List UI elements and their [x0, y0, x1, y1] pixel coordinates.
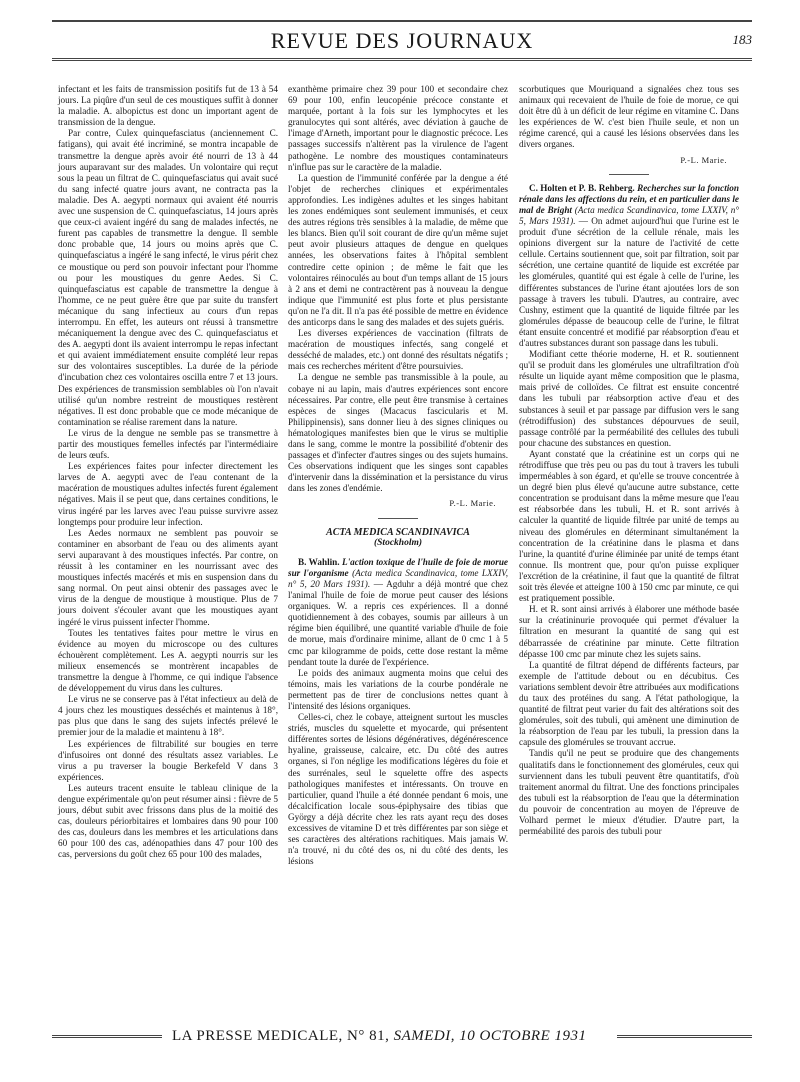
- paragraph: Tandis qu'il ne peut se produire que des changements qualitatifs dans le fonctionnement des glomérules, ceux qui surviennent dans les tubuli peuvent être quantitatifs, d'où traitement anormal du filtrat. Une des fonctions principales des tubuli est la réabsorption de l'eau que la détermination du pouvoir de concentration au moyen de l'épreuve de Volhard permet le mieux d'étudier. D'autre part, la perméabilité des parois des tubuli pour: [519, 748, 739, 837]
- paragraph: La question de l'immunité conférée par la dengue a été l'objet de recherches cliniques et expérimentales approfondies. Les indigènes adultes et les singes habitant les zones endémiques sont seulement immunisés, et ceux des autres régions très sensibles à la maladie, de même que les blancs. Bien qu'il soit courant de dire qu'un même sujet peut avoir plusieurs attaques de dengue en quelques années, les observations faites à l'hôpital semblent contredire cette opinion ; de même le fait que les volontaires réinoculés au bout d'un temps allant de 15 jours à 2 ans et demi ne contractèrent pas à nouveau la dengue indique que l'immunité est plus forte et plus persistante qu'on ne l'a dit. Il n'a pas été possible de mettre en évidence des anticorps dans le sang des malades et des sujets guéris.: [288, 172, 508, 327]
- page-footer: [52, 1028, 752, 1052]
- header-rule-top: [52, 20, 752, 24]
- running-title: REVUE DES JOURNAUX: [270, 28, 534, 53]
- paragraph: Le virus de la dengue ne semble pas se transmettre à partir des moustiques femelles infectés par l'intermédiaire de leurs œufs.: [58, 427, 278, 461]
- page-number: 183: [732, 32, 752, 47]
- header-rule-bottom: [52, 58, 752, 61]
- article-paragraph: [519, 183, 739, 349]
- journal-city: (Stockholm): [373, 537, 423, 548]
- paragraph: Les diverses expériences de vaccination (filtrats de macération de moustiques infectés, sang congelé et desséché de malades, etc.) ont donné des résultats négatifs ; mais ces recherches méritent d'être poursuivies.: [288, 328, 508, 372]
- paragraph: Les Aedes normaux ne semblent pas pouvoir se contaminer en absorbant de l'eau ou des aliments ayant servi auparavant à des moustiques infectés. Par contre, on réussit à les contaminer en les nourrissant avec des moustiques infectés macérés et mis en suspension dans du sang normal. On peut ainsi obtenir des passages avec le virus de la dengue de moustique à moustique. Plus de 7 jours doivent s'écouler avant que les moustiques ayant ingéré le virus puissent infecter l'homme.: [58, 527, 278, 627]
- article-body: — On admet aujourd'hui que l'urine est le produit d'une sécrétion de la cellule rénale, mais les opinions divergent sur la nature de l'activité de cette cellule. Certains soutiennent que, soit par filtration, soit par sécrétion, une certaine quantité de liquide est excrétée par les glomérules, quantité qui est égale à celle de l'urine, les différentes substances de l'urine étant ajoutées lors de son passage à travers les tubuli. D'autres, au contraire, avec Cushny, estiment que la quantité de liquide filtrée par les glomérules dépasse de beaucoup celle de l'urine, le filtrat étant ensuite concentré et modifié par réabsorption d'eau et d'autres substances durant son passage dans les tubuli.: [519, 215, 739, 348]
- article-author: B. Wahlin.: [298, 556, 340, 567]
- footer-imprint: [172, 1028, 587, 1045]
- page-header: [52, 18, 752, 64]
- paragraph: Toutes les tentatives faites pour mettre le virus en évidence au moyen du microscope ou des cultures échouèrent complètement. Les A. aegypti nourris sur les milieux ensemencés se montrèrent incapables de transmettre la dengue à l'homme, ce qui indique l'absence de développement du virus dans les cultures.: [58, 627, 278, 694]
- paragraph: scorbutiques que Mouriquand a signalées chez tous ses animaux qui recevaient de l'huile de foie de morue, ce qui doit être dû à un déficit de leur régime en vitamine C. Dans les expériences de W. c'est bien l'huile seule, et non un régime carencé, qui a causé les lésions observées dans les divers organes.: [519, 84, 739, 150]
- article-reference: (Acta medica Scandinavica, tome LXXIV, n° 5, Mars 1931).: [519, 204, 740, 226]
- paragraph: infectant et les faits de transmission positifs fut de 13 à 54 jours. La piqûre d'un seul de ces moustiques suffit à donner la maladie. A. albopictus est donc un important agent de transmission de la dengue.: [58, 84, 278, 128]
- column-left: [58, 84, 278, 861]
- paragraph: Les expériences faites pour infecter directement les larves de A. aegypti avec de l'eau contenant de la macération de moustiques adultes infectés furent également négatives. Mais il se peut que, dans certaines conditions, le virus ingéré par les larves avec l'eau puisse survivre assez longtemps pour produire leur infection.: [58, 461, 278, 527]
- section-divider: [609, 174, 649, 175]
- footer-rule-right: [617, 1035, 752, 1038]
- article-title: Recherches sur la fonction rénale dans les affections du rein, et en particulier dans le mal de Bright: [519, 182, 740, 215]
- article-author: C. Holten et P. B. Rehberg.: [529, 182, 635, 193]
- paragraph: Celles-ci, chez le cobaye, atteignent surtout les muscles striés, muscles du squelette et myocarde, qui présentent différentes sortes de lésions dégénératives, dégénérescence hyaline, graisseuse, calcaire, etc. Du côté des autres organes, si l'on néglige les modifications légères du foie et des surrénales, seul le squelette offre des aspects pathologiques manifestes et intéressants. On trouve en particulier, quand l'huile a été donnée pendant 6 mois, une décalcification locale sous-épiphysaire des tibias que György a déjà décrite chez les rats ayant reçu des doses excessives de vitamine D et très différentes par son siège et ses caractères des altérations rachitiques. Mais jamais W. n'a trouvé, ni du côté des os, ni du côté des dents, les lésions: [288, 712, 508, 867]
- article-reference: (Acta medica Scandinavica, tome LXXIV, n° 5, 20 Mars 1931).: [288, 567, 508, 589]
- article-paragraph: [288, 557, 508, 668]
- footer-date: SAMEDI, 10 OCTOBRE 1931: [393, 1028, 587, 1044]
- paragraph: La dengue ne semble pas transmissible à la poule, au cobaye ni au lapin, mais d'autres expériences sont encore nécessaires. Par contre, elle peut être transmise à certaines espèces de singes (Macacus fascicularis et M. Philippinensis), sans donner lieu à des signes cliniques ou hématologiques manifestes bien que le virus se multiplie dans le sang, comme le montre la possibilité d'obtenir des passages et d'infecter d'autres singes ou des sujets humains. Ces observations indiquent que les singes sont capables d'intervenir dans la dissémination et la persistance du virus dans les zones d'endémie.: [288, 372, 508, 494]
- footer-journal: LA PRESSE MEDICALE, N° 81,: [172, 1028, 394, 1044]
- journal-heading: ACTA MEDICA SCANDINAVICA: [326, 526, 470, 538]
- paragraph: exanthème primaire chez 39 pour 100 et secondaire chez 69 pour 100, enfin leucopénie précoce constante et marquée, portant à la fois sur les lymphocytes et les granulocytes qui sont altérés, avec déviation à gauche de l'image d'Arneth, important pour le diagnostic précoce. Les passages successifs n'altèrent pas la virulence de l'agent pathogène. Le nombre des moustiques contaminateurs n'influe pas sur le caractère de la maladie.: [288, 84, 508, 172]
- section-divider: [378, 518, 418, 519]
- author-signature: P.-L. Marie.: [680, 154, 727, 165]
- paragraph: Le virus ne se conserve pas à l'état infectieux au delà de 4 jours chez les moustiques desséchés et maintenus à 18°, pas plus que dans le sang des sujets infectés prélevé le premier jour de la maladie et maintenu à 18°.: [58, 694, 278, 738]
- column-middle: [288, 84, 508, 867]
- paragraph: H. et R. sont ainsi arrivés à élaborer une méthode basée sur la créatininurie provoquée qui permet d'évaluer la filtration en mesurant la quantité de sang qui est débarrassée de créatinine par minute. Cette filtration dépasse 100 cmc par minute chez les sujets sains.: [519, 604, 739, 659]
- footer-rule-left: [52, 1035, 162, 1038]
- author-signature: P.-L. Marie.: [449, 498, 496, 509]
- paragraph: Les expériences de filtrabilité sur bougies en terre d'infusoires ont donné des résultats assez variables. Le virus a pu traverser la bougie Berkefeld V dans 3 expériences.: [58, 738, 278, 782]
- column-right: [519, 84, 739, 837]
- paragraph: Le poids des animaux augmenta moins que celui des témoins, mais les variations de la courbe pondérale ne permettent pas de tirer de conclusions nettes quant à l'intensité des lésions organiques.: [288, 667, 508, 711]
- article-body: — Agduhr a déjà montré que chez l'animal l'huile de foie de morue peut causer des lésions organiques. W. a repris ces expériences. Il a donné quotidiennement à des cobayes, soumis par ailleurs à un régime bien équilibré, une quantité variable d'huile de foie de morue, mais d'ordinaire minime, allant de 0 cmc 1 à 5 cmc par kilogramme de poids, cette dose restant la même pendant toute la durée de l'expérience.: [288, 578, 509, 667]
- paragraph: Les auteurs tracent ensuite le tableau clinique de la dengue expérimentale qu'on peut résumer ainsi : fièvre de 5 jours, début subit avec frissons dans plus de la moitié des cas, douleurs périorbitaires et lombaires dans 90 pour 100 des cas, douleurs dans les membres et les articulations dans 60 pour 100 des cas, adénopathies dans 47 pour 100 des cas, perversions du goût chez 65 pour 100 des malades,: [58, 782, 278, 860]
- article-title: L'action toxique de l'huile de foie de morue sur l'organisme: [288, 556, 509, 578]
- paragraph: Par contre, Culex quinquefasciatus (anciennement C. fatigans), qui avait été incriminé, se montra incapable de transmettre la dengue après avoir été nourri de 13 à 44 jours auparavant sur des malades. Un volontaire qui reçut sous la peau un filtrat de C. quinquefasciatus qui avait sucé du sang infecté quatre jours avant, ne contracta pas la maladie. Des A. aegypti normaux qui avaient été nourris avec une suspension de C. quinquefasciatus, 14 jours après que ceux-ci avaient ingéré du sang de malades infectés, ne furent pas capables de transmettre la dengue. Il semble donc probable que, 14 jours ou moins après que C. quinquefasciatus a ingéré le sang infecté, le virus périt chez ce moustique ou perd son pouvoir infectant pour l'homme ou pour les moustiques du genre Aedes. Si C. quinquefasciatus est capable de transmettre la dengue à l'homme, ce ne peut guère être que par suite du transfert mécanique du sang infectieux au cours d'un repas interrompu. En effet, les auteurs ont réussi à transmettre mécaniquement la dengue avec des C. quinquefasciatus et des A. aegypti dont ils avaient interrompu le repas infectant et qui avaient immédiatement ensuite complété leur repas sur des volontaires susceptibles. La durée de la période d'incubation chez ces volontaires oscilla entre 7 et 13 jours. Des expériences de transmission semblables où l'on n'avait utilisé qu'un nombre restreint de moustiques restèrent négatives. Il est donc probable que ce mode mécanique de contamination se réalise rarement dans la nature.: [58, 128, 278, 427]
- paragraph: La quantité de filtrat dépend de différents facteurs, par exemple de l'attitude debout ou en décubitus. Ces variations semblent devoir être attribuées aux modifications du taux des protéines du sang. A l'état pathologique, la quantité de filtrat peut varier du fait des altérations soit des glomérules, soit des tubuli, qui amènent une diminution de la réabsorption de l'eau par les tubuli, la pression dans la capsule des glomérules se trouvant accrue.: [519, 659, 739, 748]
- paragraph: Modifiant cette théorie moderne, H. et R. soutiennent qu'il se produit dans les glomérules une ultrafiltration d'où résulte un liquide ayant même composition que le plasma, mais privé de colloïdes. Ce filtrat est ensuite concentré dans les tubuli par réabsorption active d'eau et des substances à seuil et par passage par diffusion vers le sang (rétrodiffusion) des substances dépourvues de seuil, passage contrôlé par la perméabilité des cellules des tubuli pour chacune des substances en question.: [519, 349, 739, 448]
- paragraph: Ayant constaté que la créatinine est un corps qui ne rétrodiffuse que très peu ou pas du tout à travers les tubuli imperméables à son égard, et qu'elle se trouve concentrée à un degré bien plus élevé qu'aucune autre substance, cette concentration se produisant dans la même mesure que l'eau est réabsorbée dans les tubuli, H. et R. sont arrivés à calculer la quantité de liquide filtrée par unité de temps au niveau des glomérules en déterminant simultanément la concentration de la créatinine dans le plasma et dans l'urine, la quantité d'urine éliminée par unité de temps étant connue. Ils montrent que, pour qu'on puisse expliquer l'excrétion de la créatinine, il faut que la quantité de filtrat soit très élevée et atteigne 100 à 150 cmc par minute, ce qui est pratiquement possible.: [519, 448, 739, 604]
